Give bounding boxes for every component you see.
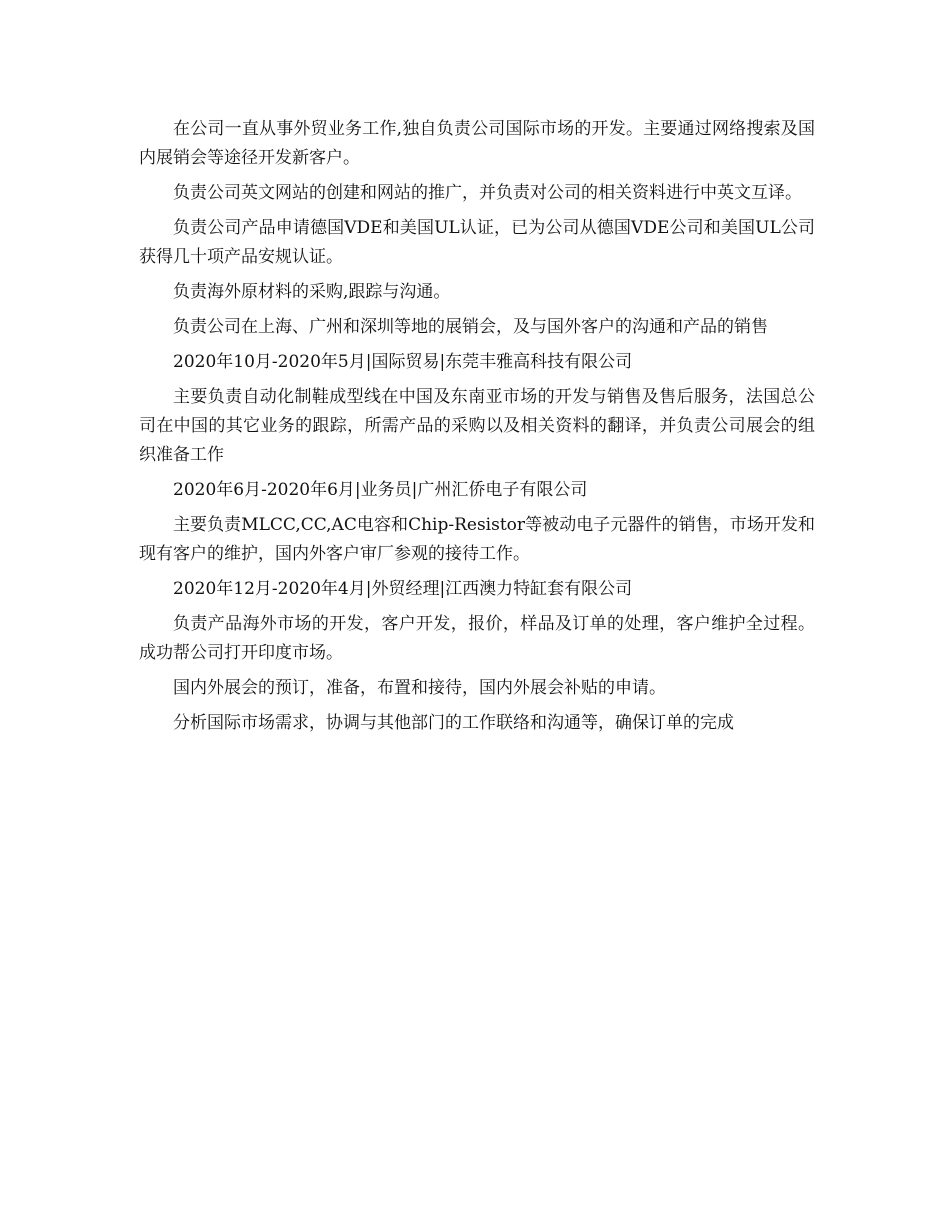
document-body (139, 115, 815, 744)
paragraph-procurement: 负责海外原材料的采购,跟踪与沟通。 (173, 282, 451, 302)
paragraph-jiangxi-analysis: 分析国际市场需求，协调与其他部门的工作联络和沟通等，确保订单的完成 (173, 713, 734, 733)
paragraph-jiangxi-exhibitions: 国内外展会的预订，准备，布置和接待，国内外展会补贴的申请。 (173, 678, 666, 698)
job-heading-guangzhou: 2020年6月-2020年6月|业务员|广州汇侨电子有限公司 (173, 480, 588, 500)
paragraph-foreign-trade-overview: 在公司一直从事外贸业务工作,独自负责公司国际市场的开发。主要通过网络搜索及国内展销会等途径开发新客户。 (139, 119, 815, 168)
paragraph-jiangxi-market: 负责产品海外市场的开发，客户开发，报价，样品及订单的处理，客户维护全过程。成功帮公司打开印度市场。 (139, 614, 815, 663)
paragraph-exhibitions: 负责公司在上海、广州和深圳等地的展销会，及与国外客户的沟通和产品的销售 (173, 317, 768, 337)
job-heading-jiangxi: 2020年12月-2020年4月|外贸经理|江西澳力特缸套有限公司 (173, 579, 633, 599)
paragraph-certification: 负责公司产品申请德国VDE和美国UL认证，已为公司从德国VDE公司和美国UL公司获得几十项产品安规认证。 (139, 218, 815, 267)
paragraph-dongguan-duties: 主要负责自动化制鞋成型线在中国及东南亚市场的开发与销售及售后服务，法国总公司在中国的其它业务的跟踪，所需产品的采购以及相关资料的翻译，并负责公司展会的组织准备工作 (139, 387, 815, 465)
job-heading-dongguan: 2020年10月-2020年5月|国际贸易|东莞丰雅高科技有限公司 (173, 352, 633, 372)
paragraph-guangzhou-duties: 主要负责MLCC,CC,AC电容和Chip-Resistor等被动电子元器件的销售，市场开发和现有客户的维护，国内外客户审厂参观的接待工作。 (139, 515, 815, 564)
paragraph-website-translation: 负责公司英文网站的创建和网站的推广，并负责对公司的相关资料进行中英文互译。 (173, 183, 802, 203)
